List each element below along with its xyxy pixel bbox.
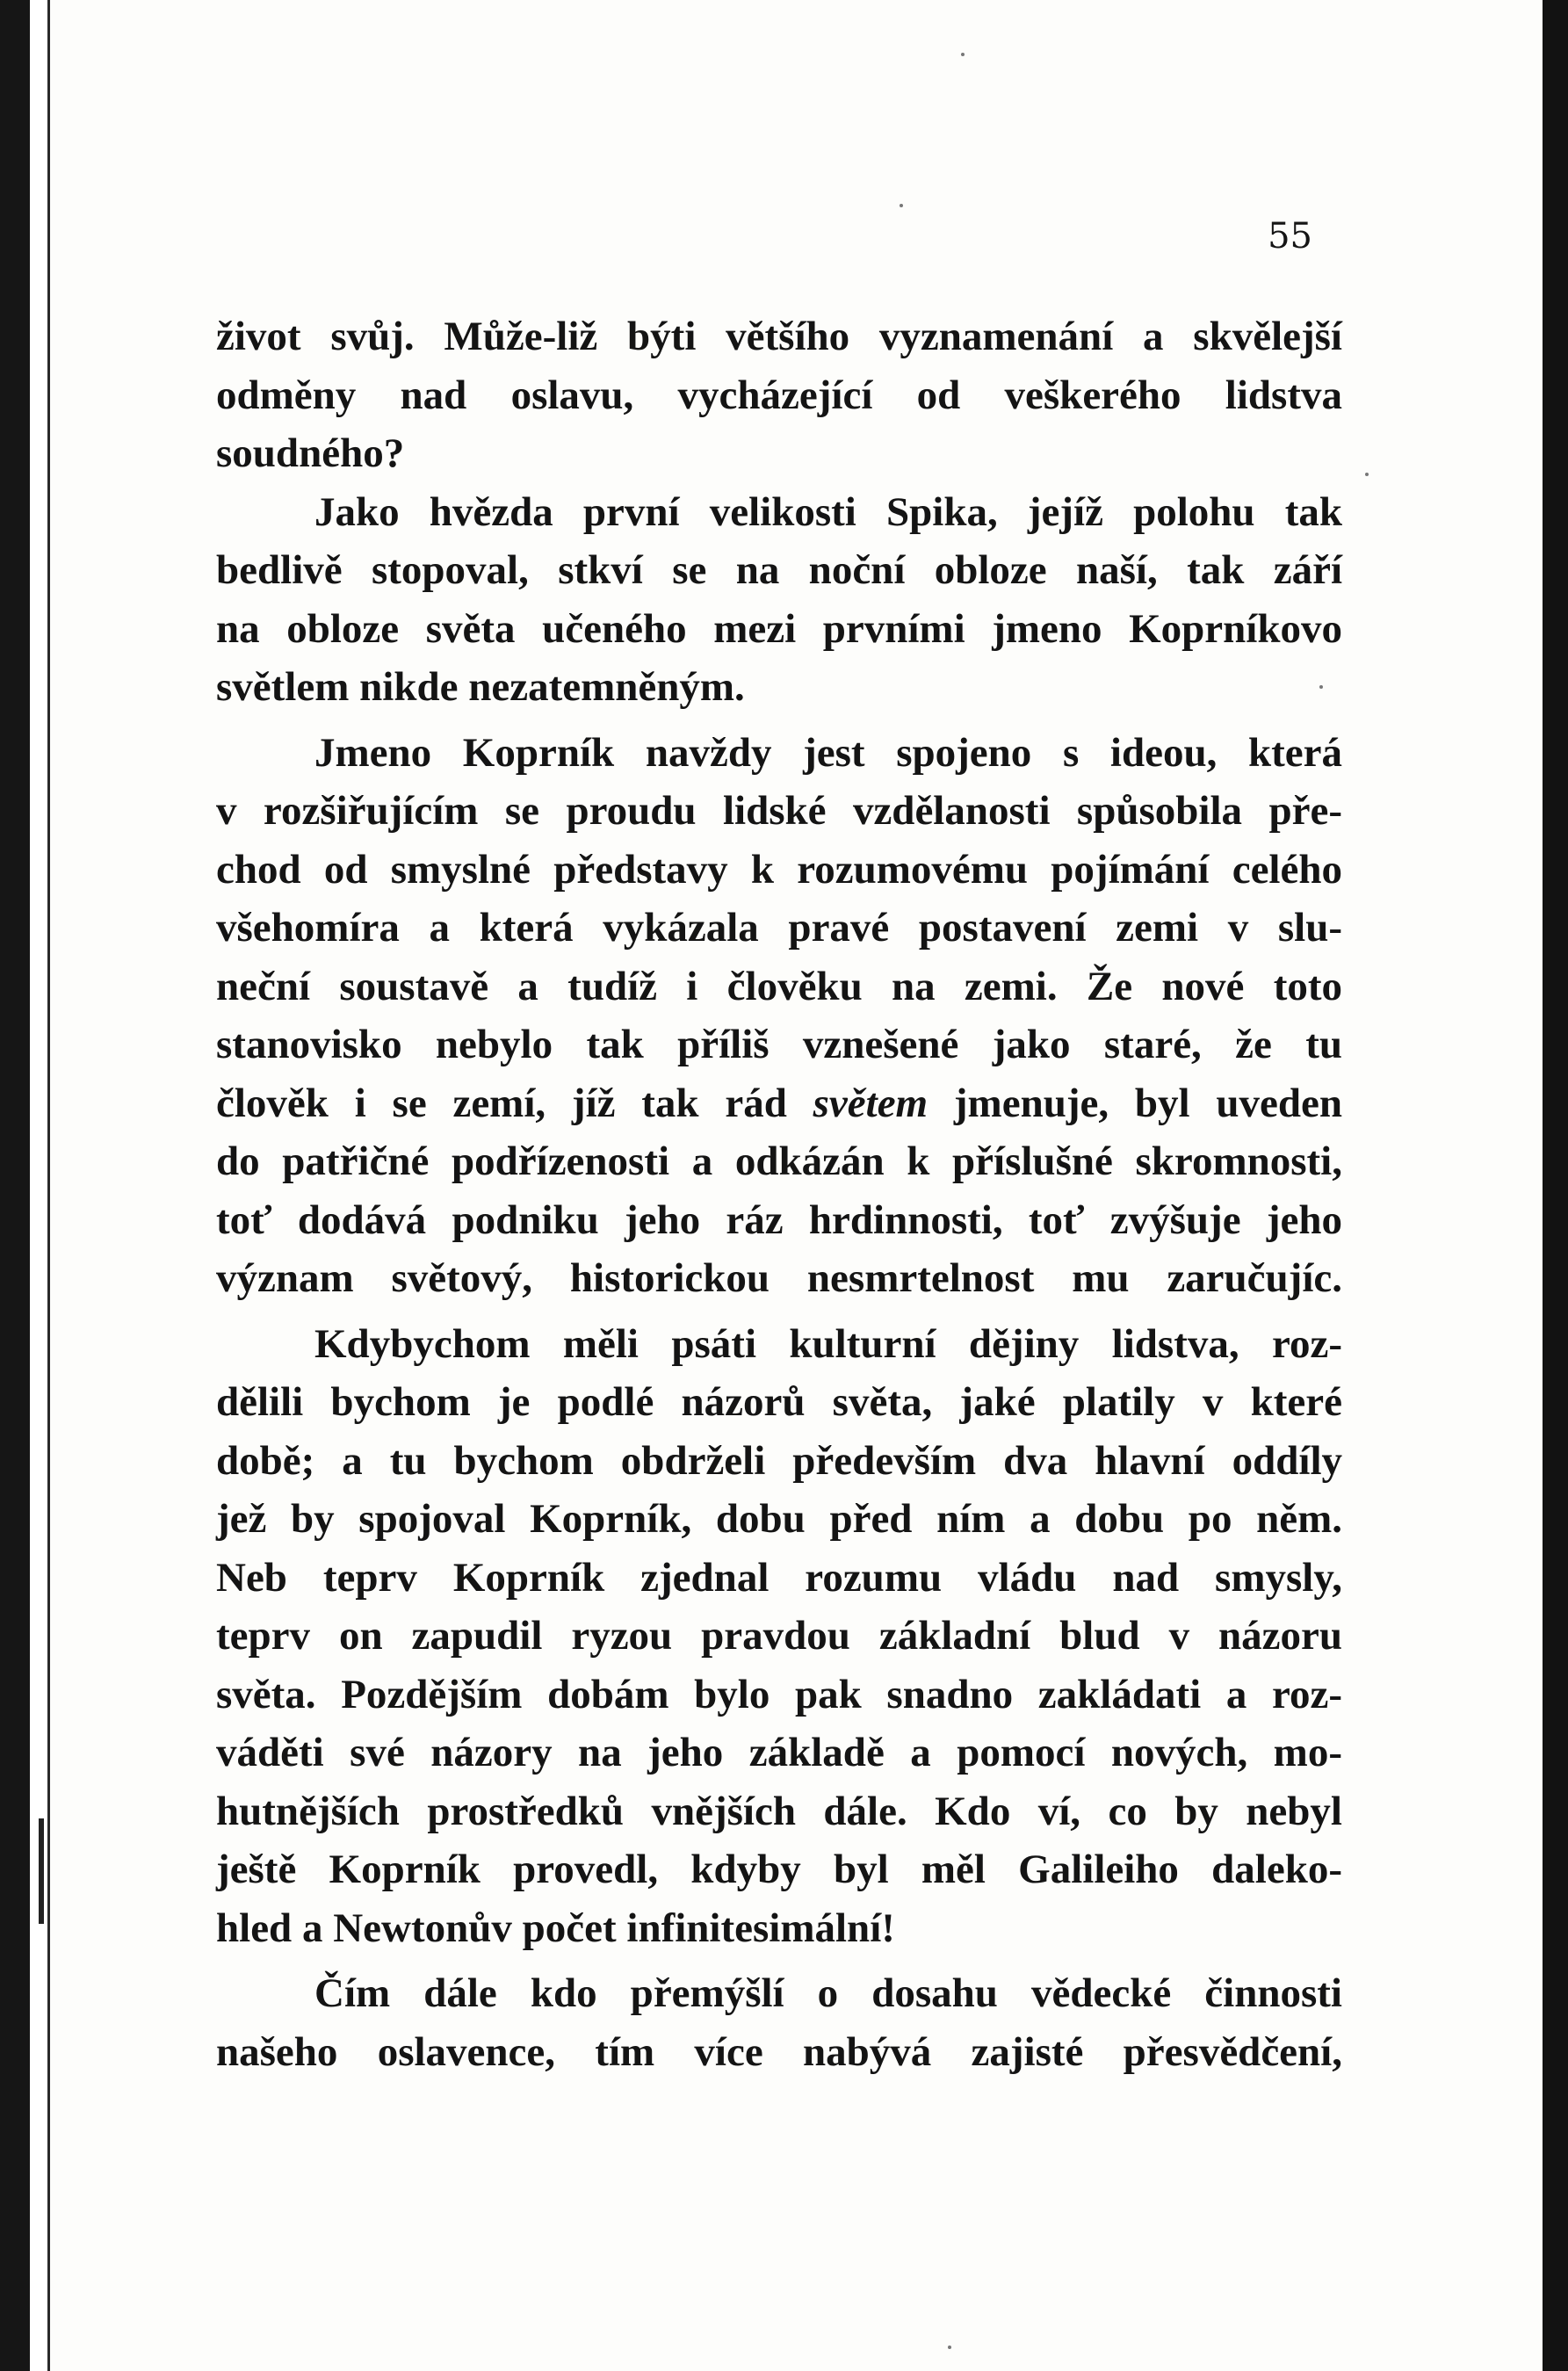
book-page — [30, 0, 1543, 2371]
text-line: chod od smyslné představy k rozumovému pojímání celého — [216, 846, 1342, 893]
text-line: hutnějších prostředků vnějších dále. Kdo ví, co by nebyl — [216, 1788, 1342, 1834]
text-line: do patřičné podřízenosti a odkázán k příslušné skromnosti, — [216, 1139, 1342, 1184]
text-line-mixed — [216, 1074, 1342, 1133]
text-line: Čím dále kdo přemýšlí o dosahu vědecké činnosti — [314, 1970, 1342, 2016]
text-line: všehomíra a která vykázala pravé postavení zemi v slu- — [216, 905, 1342, 951]
text-line: našeho oslavence, tím více nabývá zajisté přesvědčení, — [216, 2028, 1342, 2075]
text-line: Jmeno Koprník navždy jest spojeno s ideou, která — [314, 729, 1342, 776]
text-line: Neb teprv Koprník zjednal rozumu vládu nad smysly, — [216, 1554, 1342, 1601]
text-line: v rozšiřujícím se proudu lidské vzdělanosti spůsobila pře- — [216, 788, 1342, 834]
text-line: době; a tu bychom obdrželi především dva hlavní oddíly — [216, 1437, 1342, 1484]
text-line: význam světový, historickou nesmrtelnost mu zaručujíc. — [216, 1255, 1342, 1301]
scan-speck — [1365, 473, 1369, 476]
text-line: teprv on zapudil ryzou pravdou základní blud v názoru — [216, 1613, 1342, 1659]
text-line: bedlivě stopoval, stkví se na noční obloze naší, tak září — [216, 547, 1342, 593]
text-line: dělili bychom je podlé názorů světa, jaké platily v které — [216, 1379, 1342, 1425]
text-line: Kdybychom měli psáti kulturní dějiny lidstva, roz- — [314, 1320, 1342, 1367]
text-line: stanovisko nebylo tak příliš vznešené jako staré, že tu — [216, 1022, 1342, 1067]
text-segment: člověk i se zemí, jíž tak rád — [216, 1080, 813, 1126]
text-line: ještě Koprník provedl, kdyby byl měl Galileiho daleko- — [216, 1847, 1342, 1892]
text-line: Jako hvězda první velikosti Spika, jejíž polohu tak — [314, 488, 1342, 535]
page-edge-shadow — [1543, 0, 1568, 2371]
page-number: 55 — [1268, 216, 1312, 257]
text-segment: jmenuje, byl uveden — [928, 1080, 1342, 1126]
scan-speck — [948, 2346, 951, 2349]
text-line: život svůj. Může-liž býti většího vyznamenání a skvělejší — [216, 314, 1342, 359]
text-line: váděti své názory na jeho základě a pomocí nových, mo- — [216, 1730, 1342, 1775]
text-line: světlem nikde nezatemněným. — [216, 664, 745, 710]
text-line: jež by spojoval Koprník, dobu před ním a dobu po něm. — [216, 1496, 1342, 1542]
text-line: neční soustavě a tudíž i člověku na zemi. Že nové toto — [216, 963, 1342, 1009]
binding-mark — [39, 1818, 44, 1924]
page-gutter — [30, 0, 50, 2371]
italic-word: světem — [813, 1080, 929, 1126]
scan-speck — [900, 204, 903, 207]
text-line: na obloze světa učeného mezi prvními jmeno Koprníkovo — [216, 605, 1342, 652]
text-line: odměny nad oslavu, vycházející od veškerého lidstva — [216, 372, 1342, 418]
text-line: soudného? — [216, 430, 405, 476]
scan-speck — [1319, 685, 1323, 689]
text-line: světa. Pozdějším dobám bylo pak snadno zakládati a roz- — [216, 1671, 1342, 1717]
text-line: toť dodává podniku jeho ráz hrdinnosti, toť zvýšuje jeho — [216, 1196, 1342, 1243]
scan-speck — [961, 53, 965, 56]
body-text — [216, 307, 1342, 2081]
text-line: hled a Newtonův počet infinitesimální! — [216, 1905, 895, 1951]
